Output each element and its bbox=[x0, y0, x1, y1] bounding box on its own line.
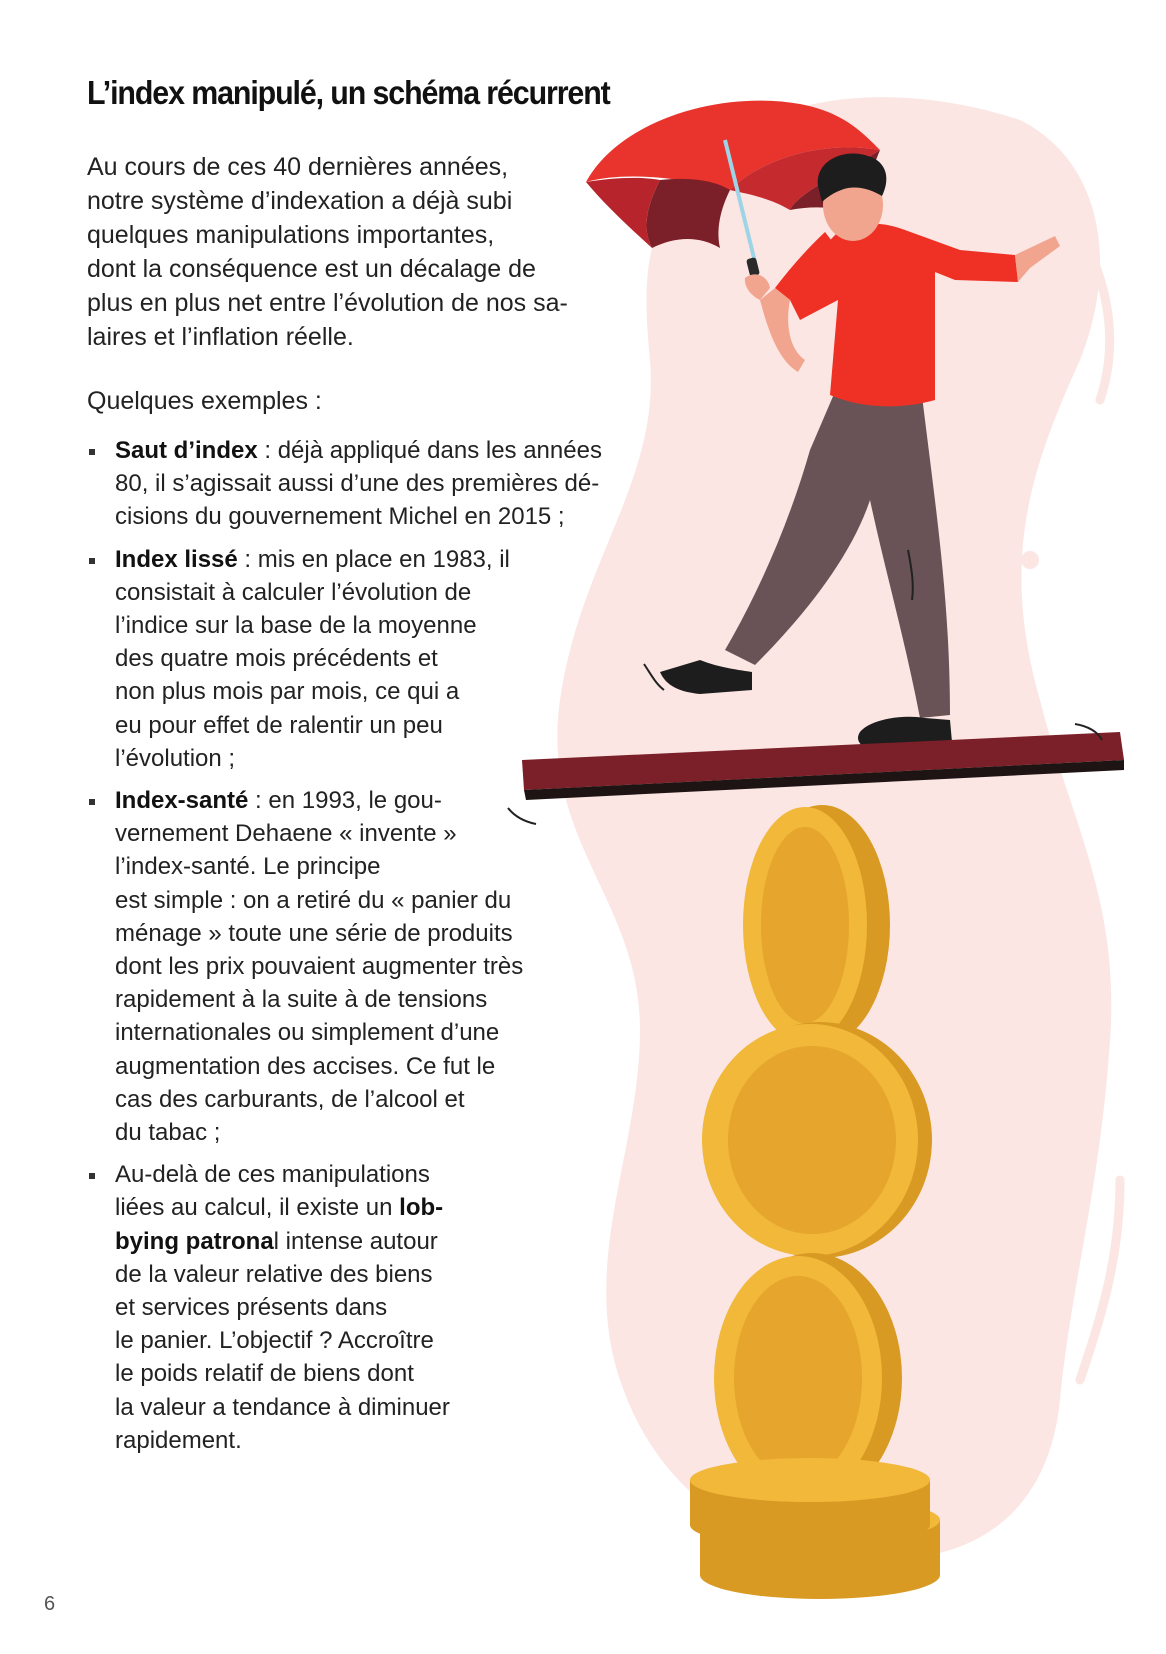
balancing-man-illustration bbox=[480, 80, 1166, 1600]
bullet-text: liées au calcul, il existe un bbox=[115, 1194, 400, 1222]
bullet-text: : mis en place en 1983, il bbox=[237, 545, 510, 573]
bullet-text: dont les prix pouvaient augmenter très bbox=[115, 953, 524, 981]
bullet-text: l’indice sur la base de la moyenne bbox=[115, 612, 477, 640]
bullet-text: cas des carburants, de l’alcool et bbox=[115, 1085, 465, 1113]
bullet-text: augmentation des accises. Ce fut le bbox=[115, 1052, 496, 1080]
bullet-text: : déjà appliqué dans les années bbox=[257, 437, 602, 464]
bullet-text: internationales ou simplement d’une bbox=[115, 1019, 500, 1047]
bullet-text: du tabac ; bbox=[115, 1119, 221, 1147]
bullet-text: l’évolution ; bbox=[115, 744, 236, 772]
bullet-term: lob- bbox=[399, 1194, 444, 1222]
intro-line: Au cours de ces 40 dernières années, bbox=[87, 153, 509, 181]
bullet-text: vernement Dehaene « invente » bbox=[115, 820, 457, 848]
bullet-text: est simple : on a retiré du « panier du bbox=[115, 886, 512, 914]
bullet-term: bying patrona bbox=[115, 1227, 274, 1255]
bullet-text: des quatre mois précédents et bbox=[115, 645, 438, 673]
bullet-text: et services présents dans bbox=[115, 1294, 388, 1322]
bullet-text: la valeur a tendance à diminuer bbox=[115, 1393, 450, 1421]
bullet-text: rapidement. bbox=[115, 1426, 242, 1454]
intro-line: laires et l’inflation réelle. bbox=[87, 323, 354, 351]
bullet-text: l intense autour bbox=[273, 1227, 438, 1255]
bullet-text: consistait à calculer l’évolution de bbox=[115, 578, 472, 606]
page-number: 6 bbox=[44, 1593, 56, 1615]
bullet-text: le panier. L’objectif ? Accroître bbox=[115, 1327, 434, 1355]
intro-line: plus en plus net entre l’évolution de nos sa- bbox=[87, 289, 568, 317]
bullet-text: ménage » toute une série de produits bbox=[115, 919, 513, 947]
bullet-text: rapidement à la suite à de tensions bbox=[115, 986, 488, 1014]
bullet-text: 80, il s’agissait aussi d’une des premières dé- bbox=[115, 470, 600, 498]
bullet-text: Au-delà de ces manipulations bbox=[115, 1161, 430, 1189]
bullet-text: de la valeur relative des biens bbox=[115, 1260, 433, 1288]
examples-label: Quelques exemples : bbox=[87, 387, 322, 415]
intro-line: notre système d’indexation a déjà subi bbox=[87, 187, 513, 215]
bullet-text: l’index-santé. Le principe bbox=[115, 853, 381, 881]
intro-line: dont la conséquence est un décalage de bbox=[87, 255, 536, 283]
bullet-text: non plus mois par mois, ce qui a bbox=[115, 678, 460, 706]
bullet-term: Index lissé bbox=[115, 545, 238, 573]
bullet-text: le poids relatif de biens dont bbox=[115, 1360, 414, 1388]
intro-line: quelques manipulations importantes, bbox=[87, 221, 495, 249]
bullet-text: eu pour effet de ralentir un peu bbox=[115, 711, 443, 739]
bullet-text: cisions du gouvernement Michel en 2015 ; bbox=[115, 503, 565, 531]
bullet-term: Saut d’index bbox=[115, 437, 258, 464]
bullet-term: Index-santé bbox=[115, 787, 249, 815]
page-title: L’index manipulé, un schéma récurrent bbox=[87, 74, 610, 111]
bullet-text: : en 1993, le gou- bbox=[248, 787, 442, 815]
